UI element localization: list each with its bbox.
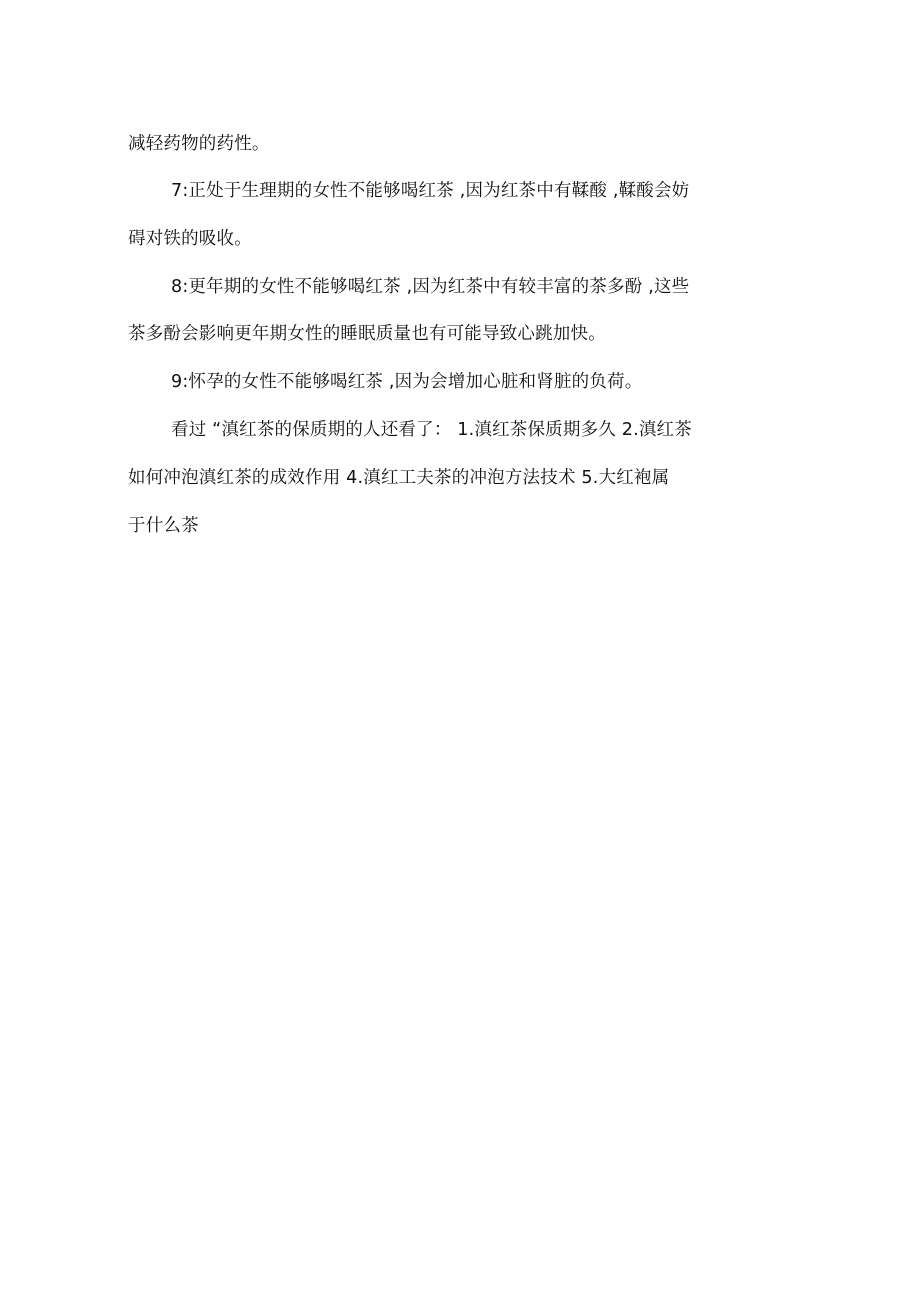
text-line-3: 碍对铁的吸收。 [128, 229, 252, 249]
text-line-8: 如何冲泡滇红茶的成效作用 4.滇红工夫茶的冲泡方法技术 5.大红袍属 [128, 468, 670, 488]
text-line-2: 7:正处于生理期的女性不能够喝红茶 ,因为红茶中有鞣酸 ,鞣酸会妨 [171, 181, 690, 201]
text-line-9: 于什么茶 [128, 516, 199, 536]
text-line-4: 8:更年期的女性不能够喝红茶 ,因为红茶中有较丰富的茶多酚 ,这些 [171, 277, 690, 297]
text-line-1: 减轻药物的药性。 [128, 134, 270, 154]
text-line-7: 看过 “滇红茶的保质期的人还看了： 1.滇红茶保质期多久 2.滇红茶 [171, 420, 692, 440]
text-line-5: 茶多酚会影响更年期女性的睡眠质量也有可能导致心跳加快。 [128, 324, 606, 344]
text-line-6: 9:怀孕的女性不能够喝红茶 ,因为会增加心脏和肾脏的负荷。 [171, 372, 643, 392]
